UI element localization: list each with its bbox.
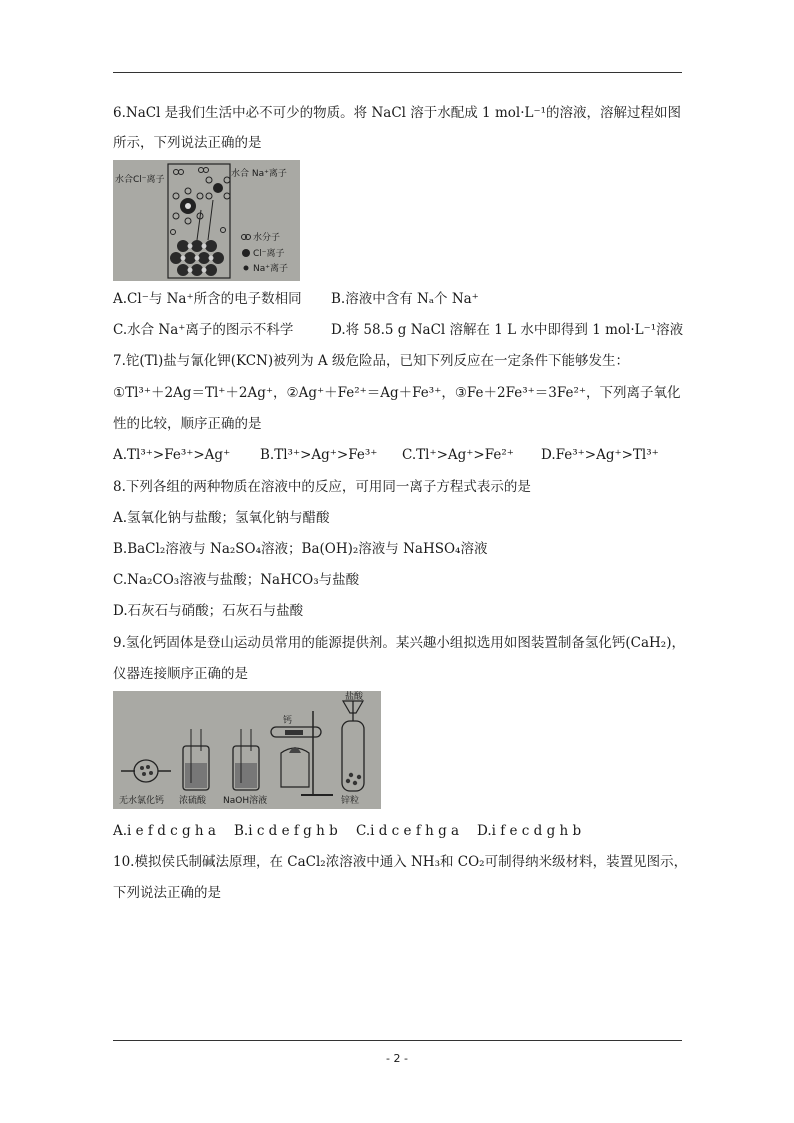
q6-option-a: A.Cl⁻与 Na⁺所含的电子数相同 (113, 291, 302, 307)
q9-option-d: D.i f e c d g h b (477, 823, 582, 839)
q9-label-conc-sulfuric: 浓硫酸 (179, 796, 207, 806)
q6-option-d: D.将 58.5 g NaCl 溶解在 1 L 水中即得到 1 mol·L⁻¹溶液 (331, 322, 684, 338)
q8-option-c: C.Na₂CO₃溶液与盐酸；NaHCO₃与盐酸 (113, 572, 360, 588)
q6-stem-line2: 所示，下列说法正确的是 (113, 135, 262, 151)
q6-legend-water: 水分子 (253, 233, 281, 243)
q7-option-d: D.Fe³⁺>Ag⁺>Tl³⁺ (541, 447, 659, 463)
q8-option-a: A.氢氧化钠与盐酸；氢氧化钠与醋酸 (113, 510, 330, 526)
header-rule (113, 72, 682, 73)
q9-option-a: A.i e f d c g h a (113, 823, 216, 839)
q8-option-d: D.石灰石与硝酸；石灰石与盐酸 (113, 603, 304, 619)
q9-label-hcl: 盐酸 (345, 692, 364, 702)
footer-rule (113, 1040, 682, 1041)
q7-stem-line3: 性的比较，顺序正确的是 (113, 416, 262, 432)
q6-figure-nacl-dissolution (113, 160, 300, 281)
q6-option-c: C.水合 Na⁺离子的图示不科学 (113, 322, 294, 338)
q6-legend-na: Na⁺离子 (253, 264, 288, 274)
q8-stem: 8.下列各组的两种物质在溶液中的反应，可用同一离子方程式表示的是 (113, 479, 531, 495)
q9-label-drying-tube: 无水氯化钙 (119, 796, 165, 806)
q9-label-zinc: 锌粒 (341, 796, 360, 806)
q7-option-b: B.Tl³⁺>Ag⁺>Fe³⁺ (260, 447, 378, 463)
q6-label-hydrated-cl: 水合Cl⁻离子 (115, 175, 165, 185)
page-number: - 2 - (386, 1052, 408, 1065)
q7-stem-line2: ①Tl³⁺＋2Ag＝Tl⁺＋2Ag⁺，②Ag⁺＋Fe²⁺＝Ag＋Fe³⁺，③Fe＋2Fe³⁺＝3Fe²⁺，下列离子氧化 (113, 385, 681, 401)
q6-label-hydrated-na: 水合 Na⁺离子 (231, 169, 287, 179)
q9-stem-line2: 仪器连接顺序正确的是 (113, 666, 248, 682)
q6-stem-line1: 6.NaCl 是我们生活中必不可少的物质。将 NaCl 溶于水配成 1 mol·L⁻¹的溶液，溶解过程如图 (113, 105, 681, 121)
q10-stem-line1: 10.模拟侯氏制碱法原理，在 CaCl₂浓溶液中通入 NH₃和 CO₂可制得纳米级材料，装置见图示， (113, 854, 688, 870)
q7-option-c: C.Tl⁺>Ag⁺>Fe²⁺ (402, 447, 514, 463)
q6-option-b: B.溶液中含有 Nₐ个 Na⁺ (331, 291, 479, 307)
q10-stem-line2: 下列说法正确的是 (113, 885, 221, 901)
q9-label-calcium: 钙 (283, 716, 293, 726)
q9-option-c: C.i d c e f h g a (356, 823, 460, 839)
q9-option-b: B.i c d e f g h b (234, 823, 338, 839)
q9-stem-line1: 9.氢化钙固体是登山运动员常用的能源提供剂。某兴趣小组拟选用如图装置制备氢化钙(CaH₂)， (113, 635, 685, 651)
q8-option-b: B.BaCl₂溶液与 Na₂SO₄溶液；Ba(OH)₂溶液与 NaHSO₄溶液 (113, 541, 488, 557)
q7-stem-line1: 7.铊(Tl)盐与氰化钾(KCN)被列为 A 级危险品，已知下列反应在一定条件下能够发生： (113, 353, 629, 369)
q6-legend-cl: Cl⁻离子 (253, 249, 285, 259)
q9-figure-apparatus (113, 691, 381, 809)
q9-label-naoh: NaOH溶液 (223, 796, 268, 806)
q7-option-a: A.Tl³⁺>Fe³⁺>Ag⁺ (113, 447, 231, 463)
